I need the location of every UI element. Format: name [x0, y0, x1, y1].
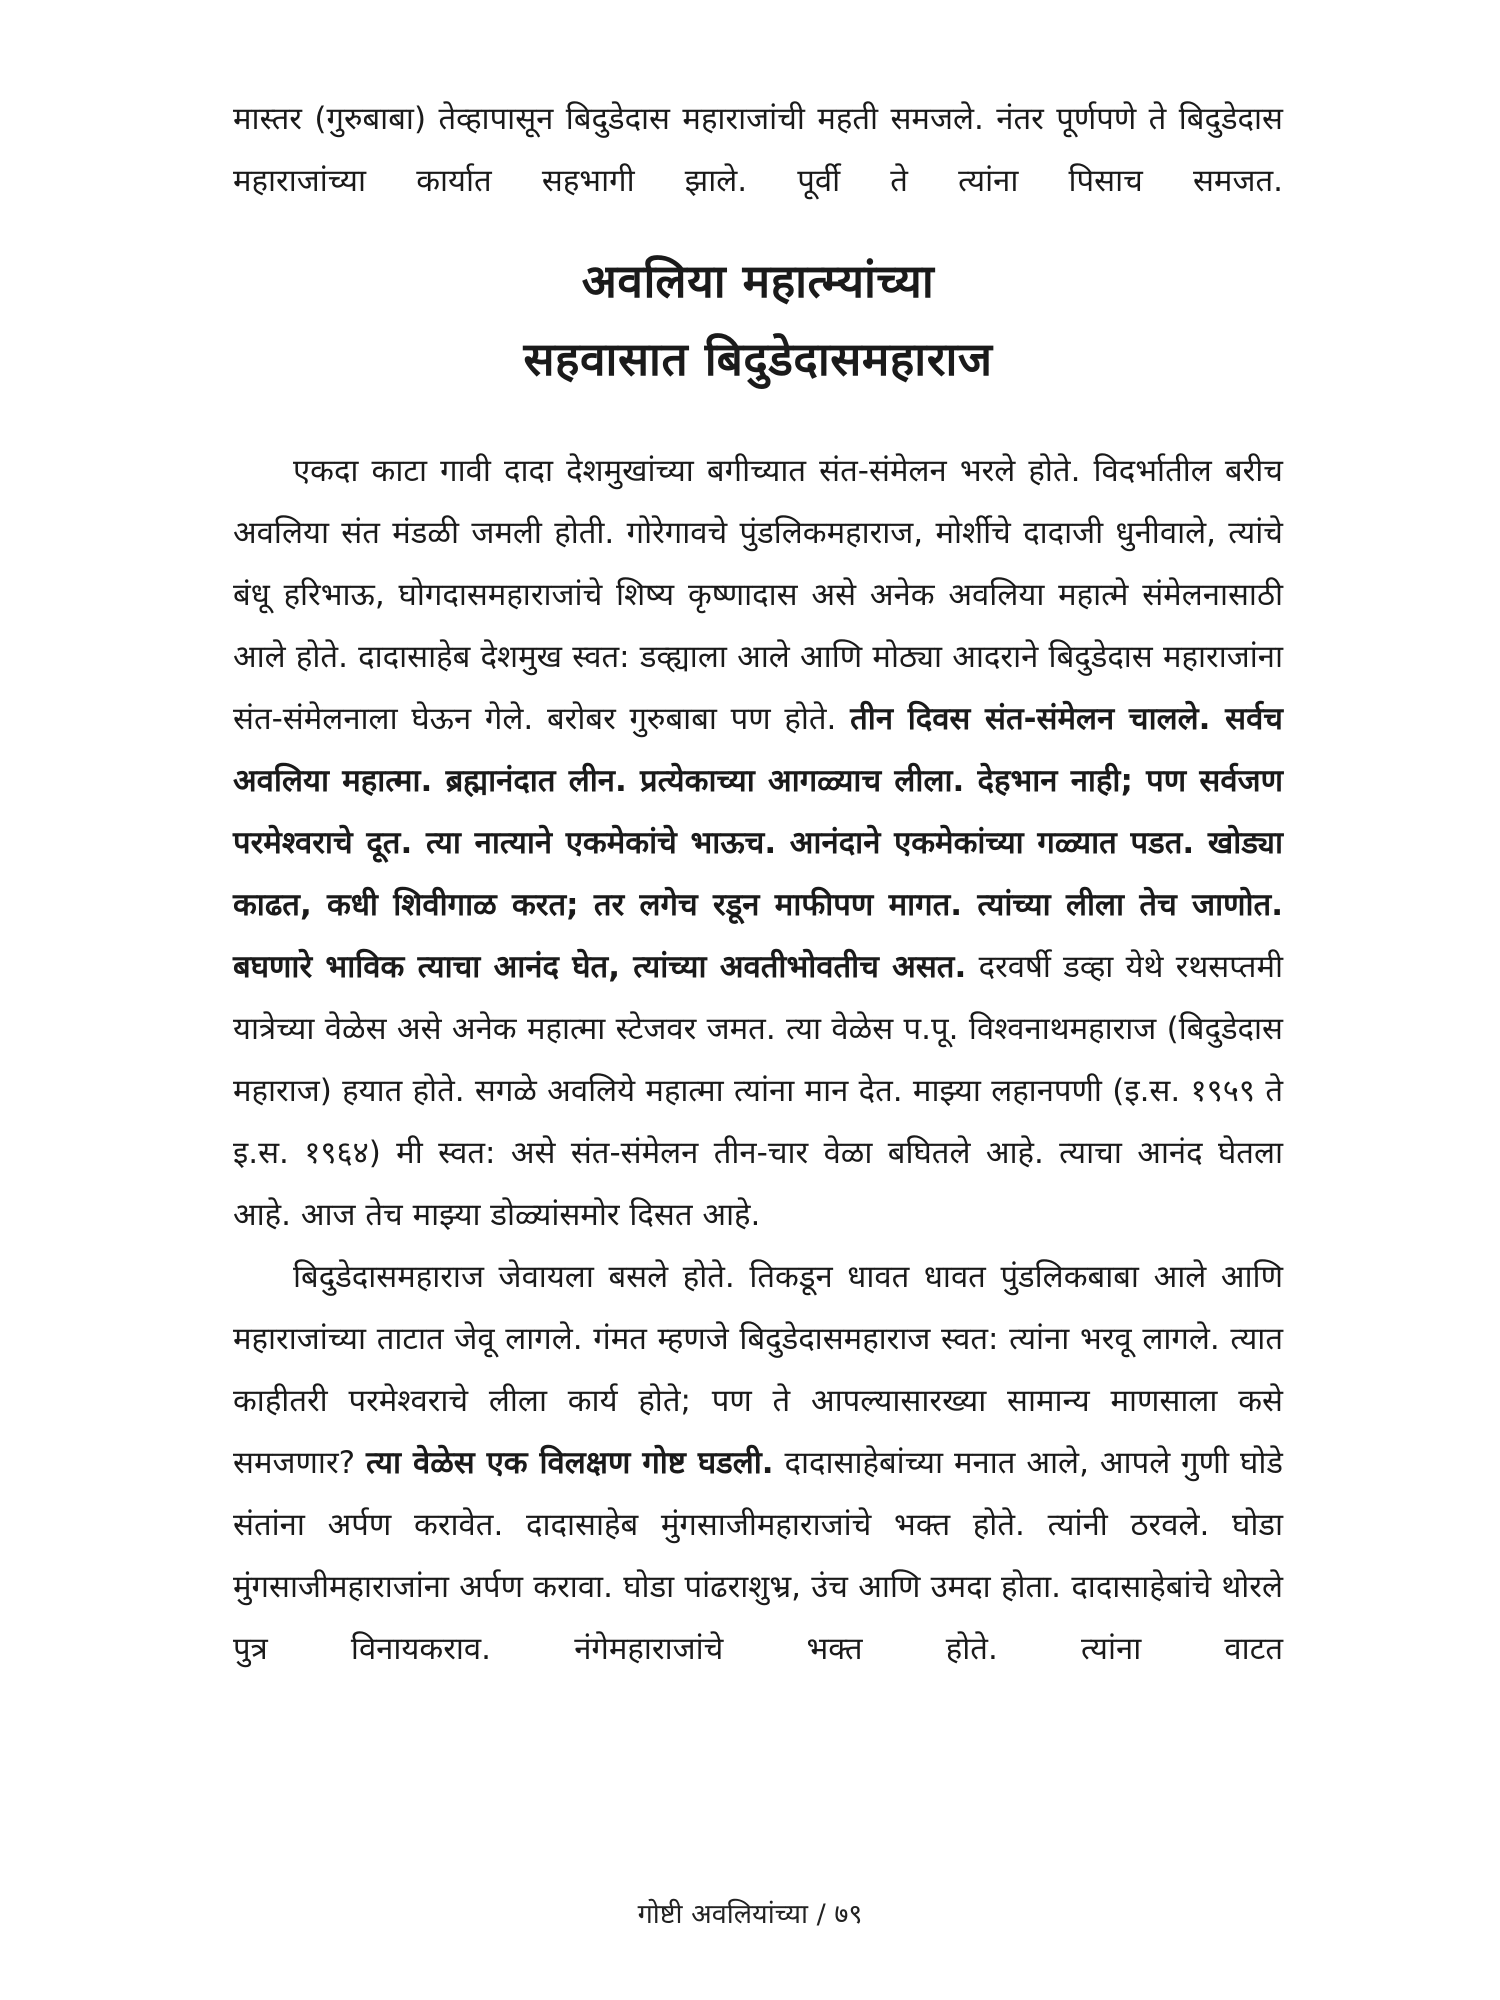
paragraph-2-end: दादासाहेबांच्या मनात आले, आपले गुणी घोडे संतांना अर्पण करावेत. दादासाहेब मुंगसाजीमहाराजांचे भक्त होते. त्यांनी ठरवले. घोडा मुंगसाजीमहाराजांना अर्पण करावा. घोडा पांढराशुभ्र, उंच आणि उमदा होता. दादासाहेबांचे थोरले पुत्र विनायकराव. नंगेमहाराजांचे भक्त होते. त्यांना वाटत: [233, 1445, 1283, 1667]
paragraph-1-start: एकदा काटा गावी दादा देशमुखांच्या बगीच्यात संत-संमेलन भरले होते. विदर्भातील बरीच अवलिया संत मंडळी जमली होती. गोरेगावचे पुंडलिकमहाराज, मोर्शीचे दादाजी धुनीवाले, त्यांचे बंधू हरिभाऊ, घोगदासमहाराजांचे शिष्य कृष्णादास असे अनेक अवलिया महात्मे संमेलनासाठी आले होते. दादासाहेब देशमुख स्वत: डव्ह्याला आले आणि मोठ्या आदराने बिदुडेदास महाराजांना संत-संमेलनाला घेऊन गेले. बरोबर गुरुबाबा पण होते.: [233, 453, 1283, 737]
opening-text: मास्तर (गुरुबाबा) तेव्हापासून बिदुडेदास महाराजांची महती समजले. नंतर पूर्णपणे ते बिदुडेदास महाराजांच्या कार्यात सहभागी झाले. पूर्वी ते त्यांना पिसाच समजत.: [233, 101, 1283, 199]
chapter-body: [233, 440, 1283, 1680]
chapter-heading: [233, 242, 1283, 398]
heading-line-2: सहवासात बिदुडेदासमहाराज: [523, 332, 993, 386]
paragraph-1-bold: तीन दिवस संत-संमेलन चालले. सर्वच अवलिया महात्मा. ब्रह्मानंदात लीन. प्रत्येकाच्या आगळ्याच लीला. देहभान नाही; पण सर्वजण परमेश्वराचे दूत. त्या नात्याने एकमेकांचे भाऊच. आनंदाने एकमेकांच्या गळ्यात पडत. खोड्या काढत, कधी शिवीगाळ करत; तर लगेच रडून माफीपण मागत. त्यांच्या लीला तेच जाणोत. बघणारे भाविक त्याचा आनंद घेत, त्यांच्या अवतीभोवतीच असत.: [233, 701, 1283, 985]
opening-paragraph: [233, 88, 1283, 212]
paragraph-1: [233, 440, 1283, 1246]
paragraph-2-bold: त्या वेळेस एक विलक्षण गोष्ट घडली.: [366, 1445, 774, 1481]
page-footer: गोष्टी अवलियांच्या / ७९: [637, 1899, 863, 1930]
heading-line-1: अवलिया महात्म्यांच्या: [581, 254, 935, 308]
paragraph-2: [233, 1246, 1283, 1680]
paragraph-1-end: दरवर्षी डव्हा येथे रथसप्तमी यात्रेच्या वेळेस असे अनेक महात्मा स्टेजवर जमत. त्या वेळेस प.पू. विश्वनाथमहाराज (बिदुडेदास महाराज) हयात होते. सगळे अवलिये महात्मा त्यांना मान देत. माझ्या लहानपणी (इ.स. १९५९ ते इ.स. १९६४) मी स्वत: असे संत-संमेलन तीन-चार वेळा बघितले आहे. त्याचा आनंद घेतला आहे. आज तेच माझ्या डोळ्यांसमोर दिसत आहे.: [233, 949, 1284, 1233]
paragraph-2-start: बिदुडेदासमहाराज जेवायला बसले होते. तिकडून धावत धावत पुंडलिकबाबा आले आणि महाराजांच्या ताटात जेवू लागले. गंमत म्हणजे बिदुडेदासमहाराज स्वत: त्यांना भरवू लागले. त्यात काहीतरी परमेश्वराचे लीला कार्य होते; पण ते आपल्यासारख्या सामान्य माणसाला कसे समजणार?: [233, 1259, 1283, 1481]
